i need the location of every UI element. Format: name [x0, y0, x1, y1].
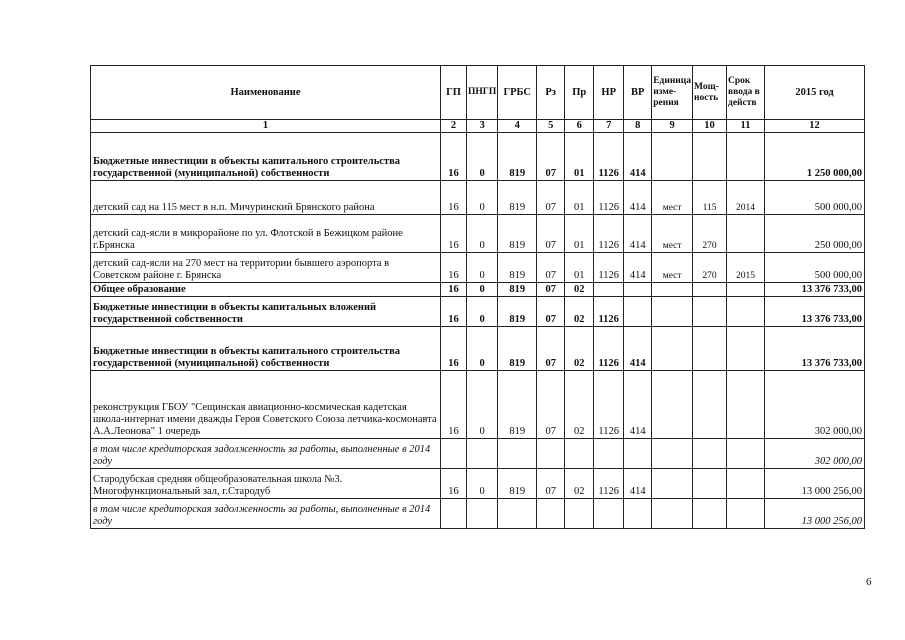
table-row: [91, 181, 865, 215]
row-pr: 02: [565, 371, 594, 439]
row-grbs: 819: [498, 133, 537, 181]
header-name: Наименование: [91, 66, 441, 120]
table-row: [91, 499, 865, 529]
row-unit: [652, 499, 693, 529]
row-nr: [594, 439, 624, 469]
row-gp: 16: [441, 297, 467, 327]
row-term: [727, 133, 765, 181]
budget-table: [90, 65, 865, 529]
row-amount: 250 000,00: [765, 215, 865, 253]
col-number: 8: [624, 120, 652, 133]
row-power: 270: [693, 215, 727, 253]
row-pngp: 0: [467, 283, 498, 297]
row-grbs: 819: [498, 297, 537, 327]
header-nr: НР: [594, 66, 624, 120]
row-vr: 414: [624, 133, 652, 181]
header-rz: Рз: [537, 66, 565, 120]
header-pr: Пр: [565, 66, 594, 120]
row-amount: 1 250 000,00: [765, 133, 865, 181]
header-numbers-row: [91, 120, 865, 133]
row-nr: 1126: [594, 371, 624, 439]
row-name: реконструкция ГБОУ "Сещинская авиационно-космическая кадетская школа-интернат имени дважды Героя Советского Союза летчика-космонавта А.А.Леонова" 1 очередь: [91, 371, 441, 439]
row-pr: 01: [565, 253, 594, 283]
row-term: 2015: [727, 253, 765, 283]
row-unit: мест: [652, 215, 693, 253]
row-gp: [441, 499, 467, 529]
table-row: [91, 283, 865, 297]
row-pngp: 0: [467, 371, 498, 439]
row-nr: [594, 283, 624, 297]
row-pngp: 0: [467, 253, 498, 283]
table-row: [91, 297, 865, 327]
row-term: 2014: [727, 181, 765, 215]
row-pngp: 0: [467, 133, 498, 181]
row-term: [727, 499, 765, 529]
row-name: детский сад-ясли в микрорайоне по ул. Флотской в Бежицком районе г.Брянска: [91, 215, 441, 253]
row-grbs: 819: [498, 215, 537, 253]
row-term: [727, 297, 765, 327]
row-vr: [624, 283, 652, 297]
col-number: 5: [537, 120, 565, 133]
row-power: [693, 297, 727, 327]
row-nr: 1126: [594, 215, 624, 253]
row-pr: 01: [565, 133, 594, 181]
row-nr: [594, 499, 624, 529]
col-number: 3: [467, 120, 498, 133]
row-term: [727, 469, 765, 499]
row-vr: 414: [624, 371, 652, 439]
header-pngp: ПНГП: [467, 66, 498, 120]
row-pngp: [467, 439, 498, 469]
row-pr: 01: [565, 215, 594, 253]
row-nr: 1126: [594, 133, 624, 181]
table-row: [91, 327, 865, 371]
header-power: Мощ-ность: [693, 66, 727, 120]
row-vr: 414: [624, 327, 652, 371]
row-rz: 07: [537, 253, 565, 283]
row-rz: 07: [537, 133, 565, 181]
row-gp: 16: [441, 133, 467, 181]
header-gp: ГП: [441, 66, 467, 120]
table-row: [91, 133, 865, 181]
row-pngp: 0: [467, 327, 498, 371]
row-grbs: [498, 499, 537, 529]
col-number: 9: [652, 120, 693, 133]
col-number: 12: [765, 120, 865, 133]
row-name: в том числе кредиторская задолженность за работы, выполненные в 2014 году: [91, 499, 441, 529]
row-unit: мест: [652, 253, 693, 283]
table-row: [91, 253, 865, 283]
row-pr: 02: [565, 297, 594, 327]
row-power: [693, 327, 727, 371]
row-gp: 16: [441, 253, 467, 283]
row-pngp: 0: [467, 215, 498, 253]
row-vr: [624, 499, 652, 529]
table-body: [91, 133, 865, 529]
row-amount: 302 000,00: [765, 439, 865, 469]
page-number: 6: [866, 576, 872, 588]
row-gp: 16: [441, 327, 467, 371]
header-term: Срок ввода в действ: [727, 66, 765, 120]
row-pr: 01: [565, 181, 594, 215]
row-rz: 07: [537, 283, 565, 297]
row-rz: 07: [537, 327, 565, 371]
row-unit: [652, 297, 693, 327]
row-gp: 16: [441, 469, 467, 499]
row-power: [693, 499, 727, 529]
row-pngp: 0: [467, 181, 498, 215]
row-nr: 1126: [594, 253, 624, 283]
row-vr: [624, 439, 652, 469]
row-gp: 16: [441, 181, 467, 215]
row-nr: 1126: [594, 327, 624, 371]
row-power: [693, 133, 727, 181]
row-grbs: 819: [498, 283, 537, 297]
row-pr: [565, 499, 594, 529]
row-rz: 07: [537, 215, 565, 253]
header-grbs: ГРБС: [498, 66, 537, 120]
row-term: [727, 371, 765, 439]
header-row: [91, 66, 865, 120]
row-name: Бюджетные инвестиции в объекты капитального строительства государственной (муниципальной) собственности: [91, 327, 441, 371]
row-unit: [652, 439, 693, 469]
row-pr: 02: [565, 327, 594, 371]
row-pngp: 0: [467, 297, 498, 327]
row-pngp: 0: [467, 469, 498, 499]
header-vr: ВР: [624, 66, 652, 120]
row-pr: 02: [565, 469, 594, 499]
table-row: [91, 439, 865, 469]
row-gp: 16: [441, 283, 467, 297]
header-unit: Единица изме-рения: [652, 66, 693, 120]
row-power: [693, 469, 727, 499]
col-number: 11: [727, 120, 765, 133]
row-amount: 13 000 256,00: [765, 499, 865, 529]
row-rz: [537, 439, 565, 469]
row-term: [727, 215, 765, 253]
row-power: 270: [693, 253, 727, 283]
row-name: Бюджетные инвестиции в объекты капитальных вложений государственной собственности: [91, 297, 441, 327]
row-name: Стародубская средняя общеобразовательная школа №3. Многофункциональный зал, г.Стародуб: [91, 469, 441, 499]
row-name: детский сад-ясли на 270 мест на территории бывшего аэропорта в Советском районе г. Брянска: [91, 253, 441, 283]
col-number: 10: [693, 120, 727, 133]
row-amount: 500 000,00: [765, 253, 865, 283]
col-number: 1: [91, 120, 441, 133]
document-table-container: [90, 65, 865, 529]
table-row: [91, 215, 865, 253]
col-number: 4: [498, 120, 537, 133]
table-row: [91, 371, 865, 439]
row-vr: [624, 297, 652, 327]
row-unit: [652, 371, 693, 439]
row-grbs: 819: [498, 181, 537, 215]
row-gp: 16: [441, 371, 467, 439]
row-term: [727, 283, 765, 297]
row-rz: 07: [537, 297, 565, 327]
row-amount: 13 376 733,00: [765, 327, 865, 371]
row-rz: 07: [537, 371, 565, 439]
row-term: [727, 327, 765, 371]
row-nr: 1126: [594, 297, 624, 327]
row-unit: [652, 283, 693, 297]
col-number: 7: [594, 120, 624, 133]
row-power: [693, 439, 727, 469]
row-pr: 02: [565, 283, 594, 297]
row-amount: 13 000 256,00: [765, 469, 865, 499]
row-amount: 302 000,00: [765, 371, 865, 439]
row-power: 115: [693, 181, 727, 215]
col-number: 6: [565, 120, 594, 133]
row-rz: [537, 499, 565, 529]
table-row: [91, 469, 865, 499]
row-grbs: 819: [498, 469, 537, 499]
row-name: Бюджетные инвестиции в объекты капитального строительства государственной (муниципальной) собственности: [91, 133, 441, 181]
row-vr: 414: [624, 215, 652, 253]
row-name: детский сад на 115 мест в н.п. Мичуринский Брянского района: [91, 181, 441, 215]
row-grbs: 819: [498, 327, 537, 371]
row-name: Общее образование: [91, 283, 441, 297]
col-number: 2: [441, 120, 467, 133]
row-grbs: [498, 439, 537, 469]
row-unit: [652, 469, 693, 499]
row-power: [693, 371, 727, 439]
row-gp: [441, 439, 467, 469]
header-year: 2015 год: [765, 66, 865, 120]
row-unit: мест: [652, 181, 693, 215]
row-vr: 414: [624, 181, 652, 215]
row-nr: 1126: [594, 469, 624, 499]
row-rz: 07: [537, 469, 565, 499]
row-vr: 414: [624, 253, 652, 283]
row-term: [727, 439, 765, 469]
row-name: в том числе кредиторская задолженность за работы, выполненные в 2014 году: [91, 439, 441, 469]
row-pr: [565, 439, 594, 469]
row-amount: 13 376 733,00: [765, 297, 865, 327]
row-power: [693, 283, 727, 297]
row-grbs: 819: [498, 371, 537, 439]
row-pngp: [467, 499, 498, 529]
row-rz: 07: [537, 181, 565, 215]
row-amount: 500 000,00: [765, 181, 865, 215]
row-gp: 16: [441, 215, 467, 253]
row-grbs: 819: [498, 253, 537, 283]
row-unit: [652, 133, 693, 181]
row-unit: [652, 327, 693, 371]
row-amount: 13 376 733,00: [765, 283, 865, 297]
row-vr: 414: [624, 469, 652, 499]
row-nr: 1126: [594, 181, 624, 215]
